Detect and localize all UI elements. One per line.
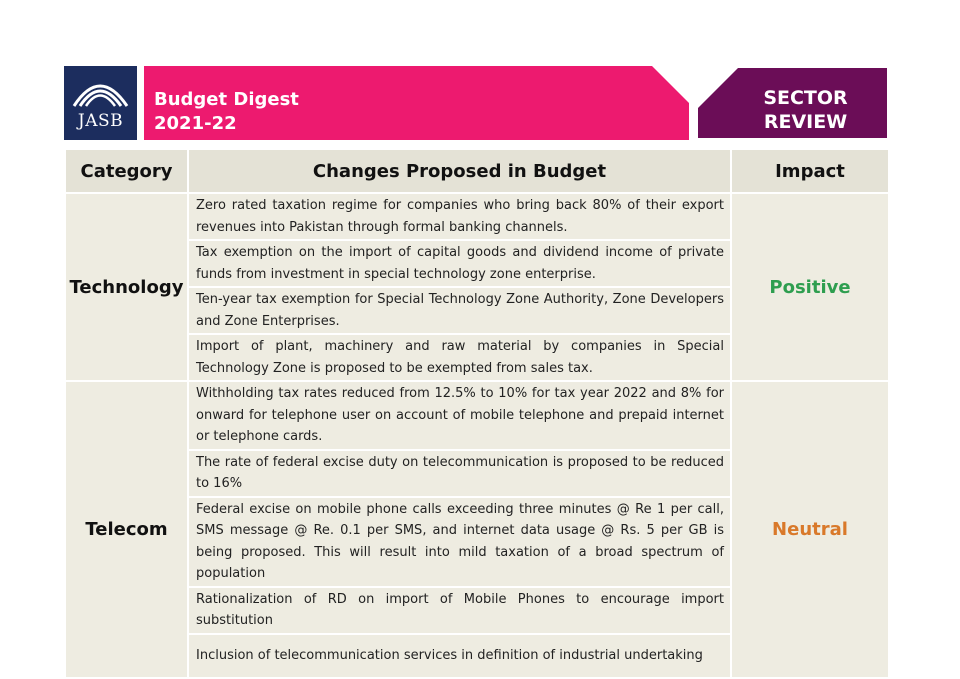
table-row bbox=[65, 193, 889, 240]
budget-digest-banner bbox=[144, 66, 689, 140]
change-item: Federal excise on mobile phone calls exceeding three minutes @ Re 1 per call, SMS message @ Re. 0.1 per SMS, and internet data usage @ Rs. 5 per GB is being proposed. This will result into mild taxation of a broad spectrum of population bbox=[188, 497, 731, 587]
change-item: Zero rated taxation regime for companies who bring back 80% of their export revenues into Pakistan through formal banking channels. bbox=[188, 193, 731, 240]
change-item: Withholding tax rates reduced from 12.5% to 10% for tax year 2022 and 8% for onward for telephone user on account of mobile telephone and prepaid internet or telephone cards. bbox=[188, 381, 731, 450]
sector-review-badge bbox=[698, 68, 887, 138]
jasb-logo bbox=[64, 66, 137, 140]
banner-title bbox=[154, 88, 299, 136]
logo-text: JASB bbox=[77, 111, 124, 131]
impact-telecom: Neutral bbox=[731, 381, 889, 678]
change-item: Rationalization of RD on import of Mobile Phones to encourage import substitution bbox=[188, 587, 731, 634]
table-header-row bbox=[65, 149, 889, 193]
impact-technology: Positive bbox=[731, 193, 889, 381]
category-technology: Technology bbox=[65, 193, 188, 381]
table-row bbox=[65, 381, 889, 450]
category-telecom: Telecom bbox=[65, 381, 188, 678]
change-item: Ten-year tax exemption for Special Technology Zone Authority, Zone Developers and Zone Enterprises. bbox=[188, 287, 731, 334]
sector-line2: REVIEW bbox=[763, 111, 848, 133]
header-impact: Impact bbox=[731, 149, 889, 193]
sector-line1: SECTOR bbox=[763, 87, 848, 109]
change-item: Import of plant, machinery and raw material by companies in Special Technology Zone is proposed to be exempted from sales tax. bbox=[188, 334, 731, 381]
banner-title-line2: 2021-22 bbox=[154, 113, 237, 134]
change-item: Inclusion of telecommunication services in definition of industrial undertaking bbox=[188, 634, 731, 678]
sector-review-text bbox=[728, 86, 883, 134]
budget-changes-table bbox=[64, 148, 890, 679]
change-item: Tax exemption on the import of capital goods and dividend income of private funds from investment in special technology zone enterprise. bbox=[188, 240, 731, 287]
change-item: The rate of federal excise duty on telecommunication is proposed to be reduced to 16% bbox=[188, 450, 731, 497]
header-category: Category bbox=[65, 149, 188, 193]
header-changes: Changes Proposed in Budget bbox=[188, 149, 731, 193]
banner-title-line1: Budget Digest bbox=[154, 89, 299, 110]
